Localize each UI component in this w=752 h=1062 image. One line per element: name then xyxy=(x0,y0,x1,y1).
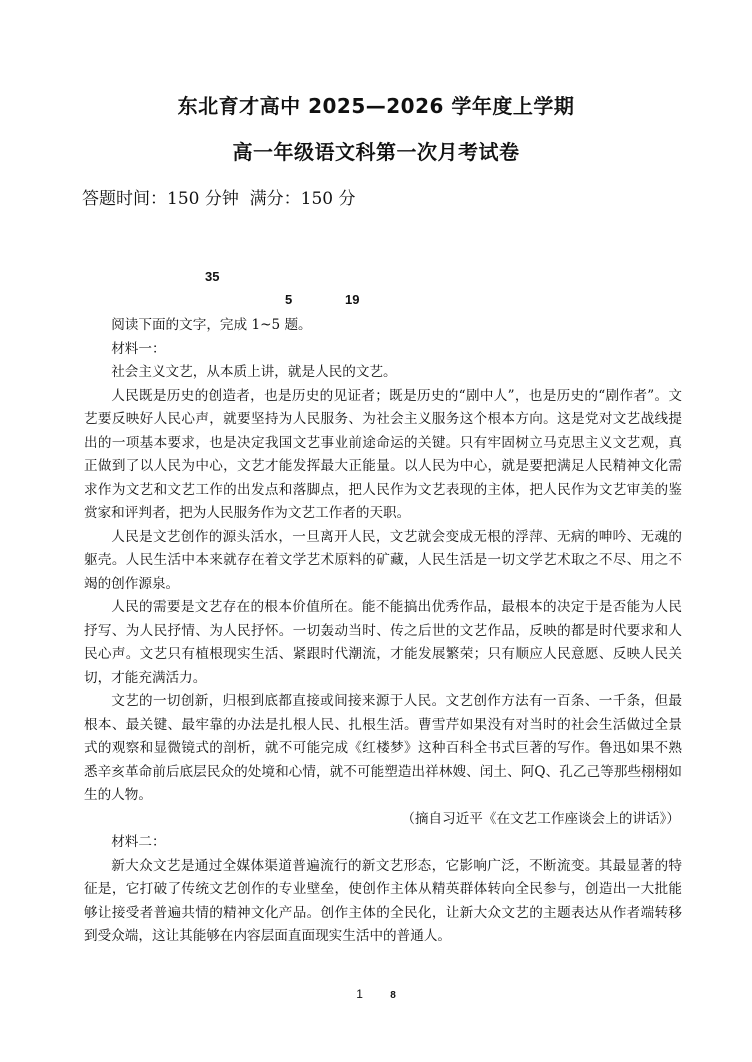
page-number: 1 xyxy=(356,987,363,1001)
source-citation: （摘自习近平《在文艺工作座谈会上的讲话》） xyxy=(401,810,680,827)
stray-number-19: 19 xyxy=(345,292,360,307)
material-two-label: 材料二： xyxy=(111,834,166,850)
paragraph: 人民的需要是文艺存在的根本价值所在。能不能搞出优秀作品，最根本的决定于是否能为人民抒写、为人民抒情、为人民抒怀。一切轰动当时、传之后世的文艺作品，反映的都是时代要求和人民心声。文艺只有植根现实生活、紧跟时代潮流，才能发展繁荣；只有顺应人民意愿、反映人民关切，才能充满活力。 xyxy=(84,599,682,686)
reading-passage xyxy=(84,314,682,949)
exam-time-and-score: 答题时间：150 分钟 满分：150 分 xyxy=(82,189,356,209)
paragraph: 社会主义文艺，从本质上讲，就是人民的文艺。 xyxy=(111,364,397,380)
stray-number-5: 5 xyxy=(285,292,293,307)
exam-title-line-2: 高一年级语文科第一次月考试卷 xyxy=(232,140,520,164)
paragraph: 人民既是历史的创造者，也是历史的见证者；既是历史的“剧中人”，也是历史的“剧作者”。文艺要反映好人民心声，就要坚持为人民服务、为社会主义服务这个根本方向。这是党对文艺战线提出的一项基本要求，也是决定我国文艺事业前途命运的关键。只有牢固树立马克思主义文艺观，真正做到了以人民为中心，文艺才能发挥最大正能量。以人民为中心，就是要把满足人民精神文化需求作为文艺和文艺工作的出发点和落脚点，把人民作为文艺表现的主体，把人民作为文艺审美的鉴赏家和评判者，把为人民服务作为文艺工作者的天职。 xyxy=(84,387,682,521)
paragraph: 文艺的一切创新，归根到底都直接或间接来源于人民。文艺创作方法有一百条、一千条，但最根本、最关键、最牢靠的办法是扎根人民、扎根生活。曹雪芹如果没有对当时的社会生活做过全景式的观察和显微镜式的剖析，就不可能完成《红楼梦》这种百科全书式巨著的写作。鲁迅如果不熟悉辛亥革命前后底层民众的处境和心情，就不可能塑造出祥林嫂、闰土、阿Q、孔乙己等那些栩栩如生的人物。 xyxy=(84,693,682,803)
paragraph: 人民是文艺创作的源头活水，一旦离开人民，文艺就会变成无根的浮萍、无病的呻吟、无魂的躯壳。人民生活中本来就存在着文学艺术原料的矿藏，人民生活是一切文学艺术取之不尽、用之不竭的创作源泉。 xyxy=(84,528,682,592)
paragraph: 新大众文艺是通过全媒体渠道普遍流行的新文艺形态，它影响广泛，不断流变。其最显著的特征是，它打破了传统文艺创作的专业壁垒，使创作主体从精英群体转向全民参与，创造出一大批能够让接受者普遍共情的精神文化产品。创作主体的全民化，让新大众文艺的主题表达从作者端转移到受众端，这让其能够在内容层面直面现实生活中的普通人。 xyxy=(84,857,682,944)
page-footer xyxy=(0,986,752,1004)
exam-title-line-1: 东北育才高中 2025—2026 学年度上学期 xyxy=(177,94,575,118)
stray-number-35: 35 xyxy=(205,269,220,284)
material-one-label: 材料一： xyxy=(111,340,166,357)
instruction: 阅读下面的文字，完成 1~5 题。 xyxy=(111,317,312,333)
page-total: 8 xyxy=(390,990,396,1001)
